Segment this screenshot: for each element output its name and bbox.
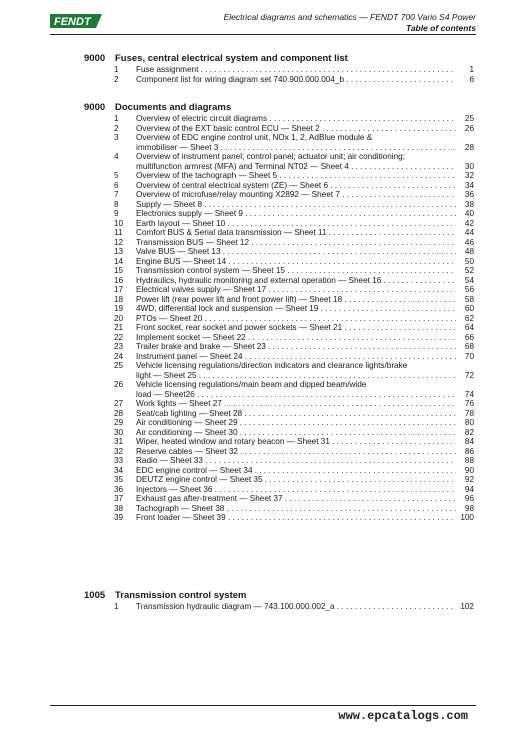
entry-page-number: 78: [456, 409, 474, 419]
entry-page-number: 64: [456, 323, 474, 333]
entry-number: 29: [114, 418, 124, 427]
entry-number: 1: [114, 602, 119, 611]
entry-title-line: Overview of the EXT basic control ECU — Sheet 2 . . .: [136, 124, 456, 134]
entry-page-number: 96: [456, 494, 474, 504]
toc-entry[interactable]: [84, 380, 474, 399]
entry-number: 2: [114, 74, 119, 84]
entry-page-number: 98: [456, 504, 474, 514]
entry-title-line: immobiliser — Sheet 3 . . .: [136, 143, 456, 153]
entry-title-line: Reserve cables — Sheet 32 . . .: [136, 447, 456, 457]
toc-entry[interactable]: [84, 456, 474, 466]
section-title: Fuses, central electrical system and component list: [115, 53, 348, 64]
entry-title: [136, 171, 456, 181]
toc-entry[interactable]: [84, 342, 474, 352]
entry-number: 1: [114, 65, 119, 74]
entry-title-line: Air conditioning — Sheet 29 . . .: [136, 418, 456, 428]
entry-page-number: 84: [456, 437, 474, 447]
entry-number: 13: [114, 247, 124, 256]
entry-page-number: 48: [456, 247, 474, 257]
entry-title: [136, 466, 456, 476]
entry-title-line: Component list for wiring diagram set 740.900.000.004_b . . .: [136, 75, 456, 85]
entry-title-line: Implement socket — Sheet 22 . . .: [136, 333, 456, 343]
header-title: Electrical diagrams and schematics — FENDT 700 Vario S4 Power: [223, 12, 476, 22]
entry-number: 32: [114, 446, 124, 456]
entry-title-line: Engine BUS — Sheet 14 . . .: [136, 257, 456, 267]
toc-entry[interactable]: [84, 361, 474, 380]
entry-title-line: Electrical valves supply — Sheet 17 . . .: [136, 285, 456, 295]
entry-title-line: Radio — Sheet 33 . . .: [136, 456, 456, 466]
toc-entry[interactable]: [84, 304, 474, 314]
section-title: Transmission control system: [115, 590, 247, 601]
entry-title: [136, 361, 456, 380]
entry-number: 19: [114, 304, 124, 313]
entry-page-number: 52: [456, 266, 474, 276]
entry-page-number: 90: [456, 466, 474, 476]
toc-entry[interactable]: [84, 114, 474, 124]
entry-number: 28: [114, 408, 124, 418]
entry-page-number: 70: [456, 352, 474, 362]
entry-title: [136, 276, 456, 286]
entry-number: 30: [114, 427, 124, 437]
entry-title-line: Overview of electric circuit diagrams . . .: [136, 114, 456, 124]
toc-entry[interactable]: [84, 418, 474, 428]
entry-page-number: 56: [456, 285, 474, 295]
entry-title: [136, 314, 456, 324]
toc-entry[interactable]: [84, 219, 474, 229]
entry-title: [136, 285, 456, 295]
entry-title-line: Work lights — Sheet 27 . . .: [136, 399, 456, 409]
entry-page-number: 38: [456, 200, 474, 210]
entry-title: [136, 437, 456, 447]
entry-title: [136, 333, 456, 343]
entry-title: [136, 295, 456, 305]
entry-title: [136, 323, 456, 333]
entry-page-number: 86: [456, 447, 474, 457]
toc-entry[interactable]: [84, 333, 474, 343]
entry-title: [136, 418, 456, 428]
entry-title: [136, 75, 456, 85]
entry-page-number: 26: [456, 124, 474, 134]
fendt-logo: [50, 14, 102, 28]
entry-title-line: EDC engine control — Sheet 34 . . .: [136, 466, 456, 476]
entry-number: 14: [114, 256, 124, 266]
entry-title-line: Overview of instrument panel; control panel; actuator unit; air conditioning;: [136, 152, 405, 161]
entry-page-number: 28: [456, 143, 474, 153]
entry-title-line: multifunction armrest (MFA) and Terminal NT02 — Sheet 4 . . .: [136, 162, 456, 172]
entry-number: 23: [114, 342, 124, 351]
entry-number: 7: [114, 190, 119, 199]
toc-entry[interactable]: [84, 276, 474, 286]
entry-page-number: 58: [456, 295, 474, 305]
entry-title: [136, 124, 456, 134]
entry-page-number: 46: [456, 238, 474, 248]
toc-entry[interactable]: [84, 399, 474, 409]
entry-page-number: 72: [456, 371, 474, 381]
entry-title-line: Exhaust gas after-treatment — Sheet 37 . . .: [136, 494, 456, 504]
entry-title: [136, 114, 456, 124]
entry-title-line: Air conditioning — Sheet 30 . . .: [136, 428, 456, 438]
entry-title: [136, 247, 456, 257]
entry-page-number: 82: [456, 428, 474, 438]
entry-number: 34: [114, 465, 124, 475]
entry-title-line: DEUTZ engine control — Sheet 35 . . .: [136, 475, 456, 485]
entry-page-number: 76: [456, 399, 474, 409]
entry-title: [136, 190, 456, 200]
entry-title: [136, 65, 456, 75]
entry-title: [136, 228, 456, 238]
entry-title-line: Valve BUS — Sheet 13 . . .: [136, 247, 456, 257]
entry-page-number: 92: [456, 475, 474, 485]
entry-number: 9: [114, 209, 119, 218]
entry-page-number: 50: [456, 257, 474, 267]
entry-number: 10: [114, 218, 124, 228]
entry-number: 36: [114, 484, 124, 494]
entry-title-line: Vehicle licensing regulations/direction indicators and clearance lights/brake: [136, 361, 408, 370]
entry-title-line: light — Sheet 25 . . .: [136, 371, 456, 381]
entry-title: [136, 475, 456, 485]
entry-page-number: 102: [456, 602, 474, 612]
entry-page-number: 44: [456, 228, 474, 238]
toc-entry[interactable]: [84, 200, 474, 210]
toc-entry[interactable]: [84, 475, 474, 485]
entry-number: 38: [114, 503, 124, 513]
entry-number: 2: [114, 123, 119, 133]
toc-entry[interactable]: [84, 257, 474, 267]
entry-page-number: 6: [456, 75, 474, 85]
entry-page-number: 32: [456, 171, 474, 181]
entry-number: 17: [114, 285, 124, 294]
toc-entry[interactable]: [84, 209, 474, 219]
toc-entry[interactable]: [84, 485, 474, 495]
toc-entry[interactable]: [84, 513, 474, 523]
entry-title-line: Transmission BUS — Sheet 12 . . .: [136, 238, 456, 248]
toc-entry[interactable]: [84, 494, 474, 504]
entry-title-line: Front socket, rear socket and power sockets — Sheet 21 . . .: [136, 323, 456, 333]
entry-title: [136, 181, 456, 191]
entry-page-number: 25: [456, 114, 474, 124]
entry-title: [136, 352, 456, 362]
entry-title-line: Hydraulics, hydraulic monitoring and external operation — Sheet 16 . . .: [136, 276, 456, 286]
entry-title-line: Tachograph — Sheet 38 . . .: [136, 504, 456, 514]
entry-number: 4: [114, 152, 119, 161]
entry-number: 33: [114, 456, 124, 465]
toc-entry[interactable]: [84, 181, 474, 191]
entry-number: 11: [114, 228, 123, 237]
toc-entry[interactable]: [84, 152, 474, 171]
entry-number: 27: [114, 399, 124, 408]
section-title: Documents and diagrams: [115, 102, 232, 113]
logo-text: FENDT: [54, 16, 91, 28]
entry-title: [136, 399, 456, 409]
entry-number: 37: [114, 494, 124, 503]
toc-entry[interactable]: [84, 247, 474, 257]
entry-page-number: 66: [456, 333, 474, 343]
entry-title-line: 4WD, differential lock and suspension — Sheet 19 . . .: [136, 304, 456, 314]
toc-entry[interactable]: [84, 447, 474, 457]
entry-number: 20: [114, 313, 124, 323]
entry-number: 12: [114, 237, 124, 247]
entry-title: [136, 342, 456, 352]
footer-url[interactable]: www.epcatalogs.com: [338, 709, 468, 723]
entry-title: [136, 485, 456, 495]
entry-title: [136, 266, 456, 276]
entry-page-number: 94: [456, 485, 474, 495]
toc-entry[interactable]: [84, 437, 474, 447]
entry-title-line: Overview of microfuse/relay mounting X2892 — Sheet 7 . . .: [136, 190, 456, 200]
entry-number: 22: [114, 332, 124, 342]
entry-number: 39: [114, 513, 124, 522]
toc-entry[interactable]: [84, 314, 474, 324]
entry-page-number: 34: [456, 181, 474, 191]
entry-number: 31: [114, 437, 124, 446]
entry-title: [136, 513, 456, 523]
entry-page-number: 88: [456, 456, 474, 466]
entry-number: 25: [114, 361, 124, 370]
toc-section: [84, 53, 474, 84]
toc-entry[interactable]: [84, 133, 474, 152]
entry-number: 26: [114, 380, 124, 389]
entry-page-number: 60: [456, 304, 474, 314]
toc-entry[interactable]: [84, 428, 474, 438]
entry-title-line: Fuse assignment . . .: [136, 65, 456, 75]
entry-title-line: Earth layout — Sheet 10 . . .: [136, 219, 456, 229]
toc-entry[interactable]: [84, 504, 474, 514]
entry-page-number: 74: [456, 390, 474, 400]
entry-number: 16: [114, 275, 124, 285]
entry-title-line: Instrument panel — Sheet 24 . . .: [136, 352, 456, 362]
entry-number: 6: [114, 180, 119, 190]
section-code: 9000: [84, 102, 106, 113]
entry-page-number: 1: [456, 65, 474, 75]
entry-title-line: Injectors — Sheet 36 . . .: [136, 485, 456, 495]
entry-page-number: 36: [456, 190, 474, 200]
header-divider: [50, 34, 476, 35]
entry-number: 8: [114, 199, 119, 209]
section-heading: [84, 102, 474, 114]
entry-page-number: 68: [456, 342, 474, 352]
toc-entry[interactable]: [84, 238, 474, 248]
toc-entry[interactable]: [84, 65, 474, 75]
entry-page-number: 80: [456, 418, 474, 428]
entry-title-line: Wiper, heated window and rotary beacon — Sheet 31 . . .: [136, 437, 456, 447]
section-code: 9000: [84, 53, 106, 64]
entry-title: [136, 304, 456, 314]
entry-number: 1: [114, 114, 119, 123]
entry-title: [136, 494, 456, 504]
entry-title: [136, 238, 456, 248]
entry-number: 35: [114, 475, 124, 484]
entry-title-line: Front loader — Sheet 39 . . .: [136, 513, 456, 523]
entry-title-line: Trailer brake and brake — Sheet 23 . . .: [136, 342, 456, 352]
entry-title-line: Transmission control system — Sheet 15 . . .: [136, 266, 456, 276]
toc-entry[interactable]: [84, 409, 474, 419]
entry-title-line: Electronics supply — Sheet 9 . . .: [136, 209, 456, 219]
toc-section: [84, 102, 474, 523]
toc-entry[interactable]: [84, 352, 474, 362]
entry-number: 15: [114, 266, 124, 275]
entry-title: [136, 380, 456, 399]
toc-entry[interactable]: [84, 295, 474, 305]
entry-title: [136, 602, 456, 612]
entry-title-line: Supply — Sheet 8 . . .: [136, 200, 456, 210]
section-code: 1005: [84, 590, 106, 601]
entry-title: [136, 428, 456, 438]
entry-page-number: 62: [456, 314, 474, 324]
entry-number: 24: [114, 351, 124, 361]
toc-entry[interactable]: [84, 228, 474, 238]
toc-entry[interactable]: [84, 190, 474, 200]
toc-section: [84, 590, 474, 612]
entry-number: 21: [114, 323, 124, 332]
entry-title: [136, 257, 456, 267]
entry-number: 3: [114, 133, 119, 142]
entry-title-line: PTOs — Sheet 20 . . .: [136, 314, 456, 324]
entry-title-line: load — Sheet26 . . .: [136, 390, 456, 400]
entry-title: [136, 152, 456, 171]
entry-number: 18: [114, 294, 124, 304]
section-heading: [84, 53, 474, 65]
entry-title-line: Seat/cab lighting — Sheet 28 . . .: [136, 409, 456, 419]
entry-page-number: 100: [456, 513, 474, 523]
entry-title: [136, 447, 456, 457]
entry-title-line: Power lift (rear power lift and front power lift) — Sheet 18 . . .: [136, 295, 456, 305]
toc-entry[interactable]: [84, 466, 474, 476]
toc-entry[interactable]: [84, 323, 474, 333]
toc-entry[interactable]: [84, 171, 474, 181]
entry-title: [136, 504, 456, 514]
entry-title: [136, 409, 456, 419]
header-subtitle: Table of contents: [405, 23, 476, 33]
toc-entry[interactable]: [84, 602, 474, 612]
toc-entry[interactable]: [84, 266, 474, 276]
entry-title-line: Comfort BUS & Serial data transmission — Sheet 11 . . .: [136, 228, 456, 238]
entry-number: 5: [114, 171, 119, 180]
toc-entry[interactable]: [84, 285, 474, 295]
section-heading: [84, 590, 474, 602]
entry-title: [136, 456, 456, 466]
entry-title-line: Overview of EDC engine control unit, NOx 1, 2, AdBlue module &: [136, 133, 373, 142]
entry-page-number: 30: [456, 162, 474, 172]
entry-title: [136, 133, 456, 152]
entry-title-line: Vehicle licensing regulations/main beam and dipped beam/wide: [136, 380, 367, 389]
entry-title: [136, 209, 456, 219]
entry-page-number: 54: [456, 276, 474, 286]
footer-divider: [50, 705, 476, 706]
entry-page-number: 42: [456, 219, 474, 229]
toc-entry[interactable]: [84, 75, 474, 85]
entry-title: [136, 219, 456, 229]
entry-page-number: 40: [456, 209, 474, 219]
entry-title-line: Overview of central electrical system (ZE) — Sheet 6 . . .: [136, 181, 456, 191]
toc-entry[interactable]: [84, 124, 474, 134]
entry-title-line: Transmission hydraulic diagram — 743.100.000.002_a . . .: [136, 602, 456, 612]
entry-title-line: Overview of the tachograph — Sheet 5 . . .: [136, 171, 456, 181]
entry-title: [136, 200, 456, 210]
